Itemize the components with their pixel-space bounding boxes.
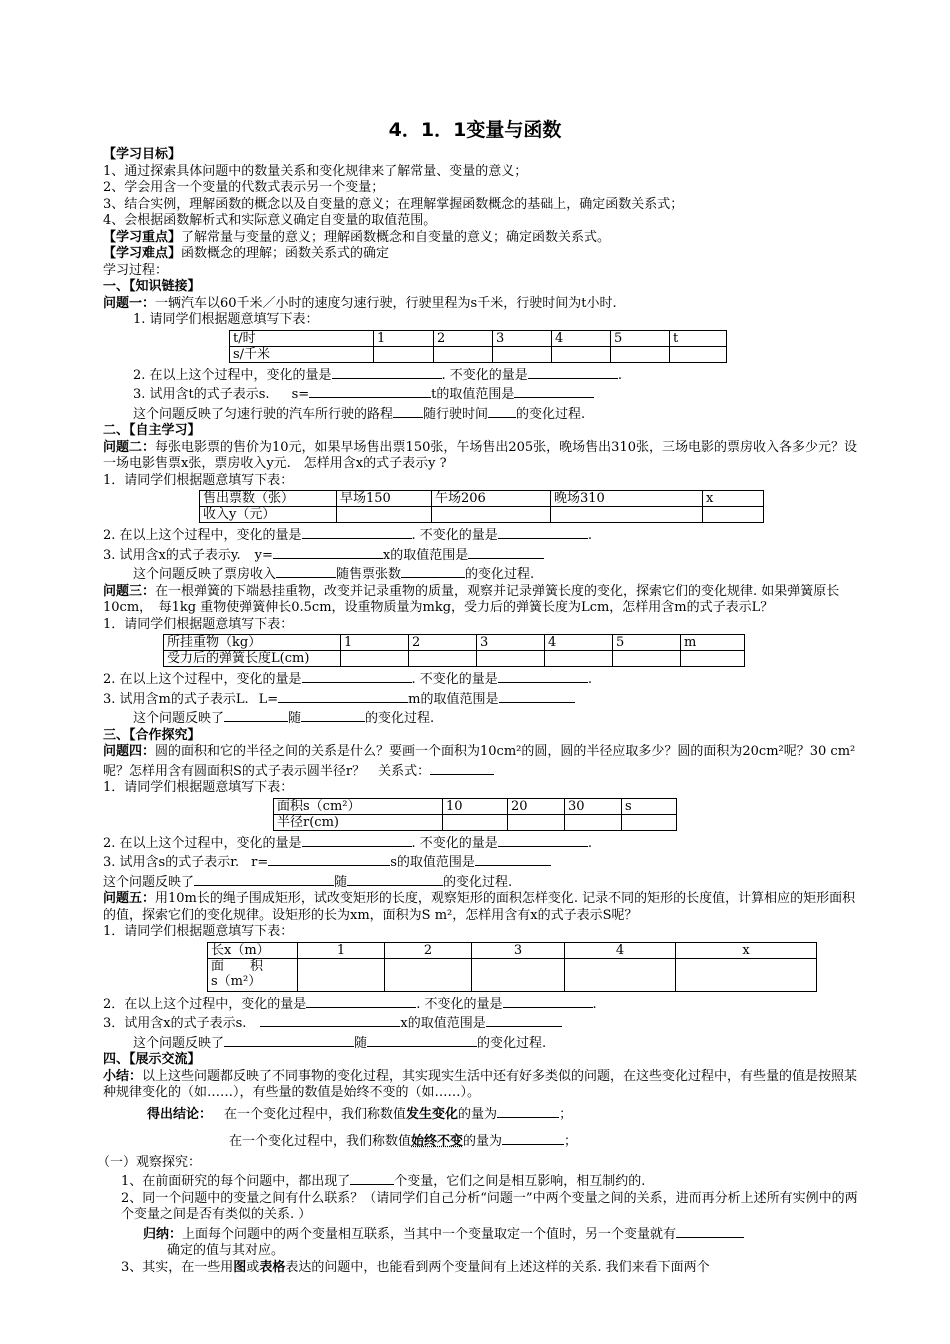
table-cell[interactable] (551, 507, 703, 523)
table-cell[interactable] (613, 651, 681, 667)
step-text: . 不变化的量是 (411, 528, 498, 543)
goal-item: 2、学会用含一个变量的代数式表示另一个变量； (103, 180, 385, 195)
step-text: 确定的值与其对应。 (167, 1243, 285, 1258)
table-cell[interactable] (703, 507, 764, 523)
step-text: 随 (354, 1035, 368, 1051)
table-cell[interactable] (477, 651, 545, 667)
conclusion-label: 得出结论： (147, 1106, 213, 1122)
step-text: . (587, 672, 592, 687)
question-text: 用10m长的绳子围成矩形，试改变矩形的长度，观察矩形的面积怎样变化. 记录不同的矩形的长度值，计算相应的矩形面积的值，探索它们的变化规律。设矩形的长为xm，面积为S m²，怎样用含有x的式子表示S呢？ (103, 891, 856, 923)
step-text: x的取值范围是 (382, 547, 469, 563)
question-text: 圆的面积和它的半径之间的关系是什么？要画一个面积为10cm²的圆，圆的半径应取多少？圆的面积为20cm²呢？30 cm²呢？怎样用含有圆面积S的式子表示圆半径r？ 关系式： (103, 744, 856, 779)
step-text: 的量为 (463, 1134, 503, 1149)
step-text: s= (291, 387, 310, 402)
step-text: 或 (246, 1259, 260, 1275)
table-cell[interactable] (337, 507, 432, 523)
answer-blank[interactable] (430, 761, 494, 775)
answer-blank[interactable] (306, 994, 416, 1008)
step-text: 表达的问题中，也能看到两个变量间有上述这样的关系. 我们来看下面两个 (285, 1259, 710, 1275)
summary-text: 以上这些问题都反映了不同事物的变化过程，其实现实生活中还有好多类似的问题，在这些变化过程中，有些量的值是按照某种规律变化的（如……），有些量的数值是始终不变的（如……）。 (103, 1068, 858, 1100)
step-text: 随行驶时间 (423, 406, 489, 422)
emphasis-text: 发生变化 (406, 1106, 459, 1122)
section-heading: 一、【知识链接】 (103, 279, 201, 294)
table-cell: 晚场310 (551, 491, 703, 507)
row-label: s（m²） (211, 973, 262, 989)
table-cell: 3 (472, 942, 565, 958)
q3-step-3 (103, 689, 868, 709)
induction-label: 归纳： (143, 1226, 183, 1242)
question-label: 问题三： (103, 583, 156, 599)
table-cell[interactable] (611, 346, 670, 362)
explore-point-1 (103, 1171, 868, 1191)
table-cell[interactable] (622, 814, 677, 830)
step-text: . (587, 835, 592, 851)
table-cell (208, 958, 298, 991)
question-text: 每张电影票的售价为10元，如果早场售出票150张，午场售出205张，晚场售出310张，三场电影的票房收入各多少元？设一场电影售票x张，票房收入y元. 怎样用含x的式子表示y ? (103, 439, 857, 471)
table-cell: 午场206 (432, 491, 551, 507)
table-cell: x (703, 491, 764, 507)
table-cell[interactable] (565, 814, 622, 830)
answer-blank[interactable] (498, 833, 588, 847)
step-text: 在一个变化过程中，我们称数值 (224, 1106, 407, 1122)
step-text: 的变化过程. (516, 406, 586, 422)
question-label: 问题五： (103, 891, 156, 906)
question-label: 问题一： (103, 295, 156, 311)
answer-blank[interactable] (350, 1171, 394, 1185)
table-cell[interactable] (545, 651, 613, 667)
step-text: . (592, 996, 597, 1012)
question-4 (103, 744, 868, 780)
table-cell[interactable] (298, 958, 385, 991)
answer-blank[interactable] (475, 852, 551, 866)
q1-step-3 (103, 384, 868, 404)
key-points (103, 230, 868, 247)
q5-step-2 (103, 994, 868, 1014)
table-cell: 受力后的弹簧长度L(cm) (164, 651, 341, 667)
difficulty (103, 246, 868, 263)
step-text: 随售票张数 (336, 567, 402, 582)
q2-table (199, 490, 764, 523)
table-cell: s (622, 798, 677, 814)
key-points-label: 【学习重点】 (103, 229, 182, 245)
table-cell: 早场150 (337, 491, 432, 507)
table-cell[interactable] (676, 958, 817, 991)
q5-step-3 (103, 1013, 868, 1033)
section-heading: 四、【展示交流】 (103, 1052, 201, 1067)
q2-step-2 (103, 525, 868, 545)
step-text: 1、在前面研究的每个问题中，都出现了 (121, 1174, 351, 1189)
answer-blank[interactable] (276, 564, 336, 578)
question-label: 问题四： (103, 744, 156, 759)
answer-blank[interactable] (302, 833, 412, 847)
step-text: 在一个变化过程中，我们称数值 (229, 1134, 412, 1149)
question-5 (103, 891, 868, 924)
answer-blank[interactable] (401, 564, 465, 578)
step-text: x的取值范围是 (400, 1016, 486, 1031)
table-cell: 4 (552, 330, 611, 346)
table-cell: 1 (341, 635, 409, 651)
table-cell: 4 (545, 635, 613, 651)
table-cell: 2 (385, 942, 472, 958)
step-text: y= (254, 547, 273, 563)
step-text: 3、其实，在一些用 (121, 1259, 234, 1275)
summary (103, 1069, 868, 1102)
document-body (97, 147, 868, 1276)
table-cell[interactable] (432, 507, 551, 523)
table-cell[interactable] (434, 346, 493, 362)
table-cell: 1 (298, 942, 385, 958)
step-text: 3. 试用含t的式子表示s. (133, 387, 270, 402)
step-text: . 不变化的量是 (411, 835, 498, 851)
table-cell: 长x（m） (208, 942, 298, 958)
question-text: 一辆汽车以60千米／小时的速度匀速行驶，行驶里程为s千米，行驶时间为t小时. (155, 295, 617, 311)
table-cell[interactable] (443, 814, 508, 830)
emphasis-text: 图 (233, 1259, 247, 1275)
q2-step-3 (103, 545, 868, 565)
table-cell[interactable] (552, 346, 611, 362)
q4-step-1: 1．请同学们根据题意填写下表： (103, 780, 294, 795)
answer-blank[interactable] (278, 689, 408, 703)
q5-reflection (103, 1033, 868, 1053)
table-cell[interactable] (670, 346, 727, 362)
section-heading: 二、【自主学习】 (103, 423, 201, 438)
step-text: L= (258, 691, 279, 707)
difficulty-label: 【学习难点】 (103, 246, 182, 261)
q4-table (273, 798, 677, 831)
step-text: t的取值范围是 (431, 387, 515, 402)
q2-reflection (103, 564, 868, 584)
emphasis-text: 始终不变 (411, 1134, 464, 1149)
step-text: 随 (288, 711, 302, 726)
step-text: . (617, 367, 622, 383)
table-cell: 收入y（元） (200, 507, 337, 523)
step-text: 的变化过程. (443, 874, 513, 890)
step-text: ； (559, 1106, 573, 1122)
answer-blank[interactable] (332, 365, 442, 379)
explore-heading: （一）观察探究： (97, 1154, 202, 1170)
q4-step-2 (103, 833, 868, 853)
step-text: 的量为 (458, 1106, 498, 1122)
answer-blank[interactable] (497, 1104, 559, 1118)
question-text: 在一根弹簧的下端悬挂重物，改变并记录重物的质量，观察并记录弹簧长度的变化，探索它们的变化规律. 如果弹簧原长10cm， 每1kg 重物使弹簧伸长0.5cm，设重物质量为mkg，受力后的弹簧长度为Lcm，怎样用含m的式子表示L？ (103, 583, 840, 615)
difficulty-text: 函数概念的理解；函数关系式的确定 (181, 246, 390, 261)
step-text: 个变量，它们之间是相互影响，相互制约的. (394, 1174, 646, 1189)
emphasis-text: 表格 (259, 1259, 286, 1275)
table-cell: s/千米 (230, 346, 374, 362)
step-text: . 不变化的量是 (441, 367, 528, 383)
table-cell: 售出票数（张） (200, 491, 337, 507)
q3-step-2 (103, 669, 868, 689)
step-text: . 不变化的量是 (411, 672, 498, 687)
goal-item: 4、会根据函数解析式和实际意义确定自变量的取值范围。 (103, 213, 437, 228)
q5-table (207, 942, 817, 992)
step-text: 这个问题反映了 (103, 874, 195, 890)
answer-blank[interactable] (393, 404, 423, 418)
step-text: . (587, 528, 592, 543)
step-text: s的取值范围是 (390, 855, 475, 870)
row-label: 面 积 (211, 958, 264, 974)
table-cell: 10 (443, 798, 508, 814)
answer-blank[interactable] (273, 545, 383, 559)
table-cell[interactable] (385, 958, 472, 991)
table-cell[interactable] (341, 651, 409, 667)
step-text: 的变化过程. (477, 1035, 547, 1051)
answer-blank[interactable] (486, 1013, 562, 1027)
answer-blank[interactable] (224, 1033, 354, 1047)
table-cell: 2 (409, 635, 477, 651)
answer-blank[interactable] (499, 689, 575, 703)
step-text: ； (564, 1134, 578, 1149)
table-cell[interactable] (493, 346, 552, 362)
goal-item: 3、结合实例，理解函数的概念以及自变量的意义；在理解掌握函数概念的基础上，确定函数关系式； (103, 196, 684, 212)
table-cell: x (676, 942, 817, 958)
step-text: 2. 在以上这个过程中，变化的量是 (133, 367, 332, 383)
process-label: 学习过程： (103, 262, 169, 278)
goal-item: 1、通过探索具体问题中的数量关系和变化规律来了解常量、变量的意义； (103, 163, 528, 179)
table-cell[interactable] (374, 346, 434, 362)
answer-blank[interactable] (498, 669, 588, 683)
table-cell: 30 (565, 798, 622, 814)
explore-point-3 (103, 1260, 868, 1277)
conclusion-2 (103, 1131, 868, 1151)
q1-step-2 (103, 365, 868, 385)
answer-blank[interactable] (194, 872, 334, 886)
conclusion-1 (103, 1104, 868, 1124)
answer-blank[interactable] (347, 872, 443, 886)
q1-reflection (103, 404, 868, 424)
answer-blank[interactable] (502, 1131, 564, 1145)
question-label: 问题二： (103, 439, 156, 455)
answer-blank[interactable] (514, 384, 594, 398)
q3-table (163, 634, 745, 667)
table-cell: 4 (565, 942, 676, 958)
answer-blank[interactable] (503, 994, 593, 1008)
answer-blank[interactable] (260, 1013, 400, 1027)
answer-blank[interactable] (268, 852, 390, 866)
answer-blank[interactable] (498, 525, 588, 539)
question-2 (103, 440, 868, 473)
step-text: 这个问题反映了 (133, 711, 225, 726)
step-text: 3. 试用含x的式子表示y. (103, 547, 241, 563)
section-heading: 三、【合作探究】 (103, 727, 201, 743)
q5-step-1: 1．请同学们根据题意填写下表： (103, 924, 294, 939)
answer-blank[interactable] (302, 525, 412, 539)
answer-blank[interactable] (528, 365, 618, 379)
q4-step-3 (103, 852, 868, 872)
answer-blank[interactable] (367, 1033, 477, 1047)
step-text: 2. 在以上这个过程中，变化的量是 (103, 528, 302, 543)
table-cell: t/时 (230, 330, 374, 346)
question-3 (103, 584, 868, 617)
answer-blank[interactable] (468, 545, 544, 559)
step-text: 这个问题反映了匀速行驶的汽车所行驶的路程 (133, 406, 394, 422)
step-text: 3. 试用含m的式子表示L. (103, 691, 249, 707)
step-text: 3．试用含x的式子表示s. (103, 1016, 247, 1031)
table-cell[interactable] (409, 651, 477, 667)
table-cell[interactable] (565, 958, 676, 991)
q2-step-1: 1．请同学们根据题意填写下表： (103, 472, 294, 488)
answer-blank[interactable] (676, 1224, 744, 1238)
table-cell: 5 (613, 635, 681, 651)
table-cell: 3 (477, 635, 545, 651)
answer-blank[interactable] (302, 669, 412, 683)
step-text: . 不变化的量是 (416, 996, 503, 1012)
step-text: m的取值范围是 (408, 691, 499, 707)
page-title: 4．1．1变量与函数 (388, 119, 562, 141)
step-text: 2．在以上这个过程中，变化的量是 (103, 996, 307, 1012)
question-1 (103, 296, 868, 313)
table-cell[interactable] (472, 958, 565, 991)
induction (103, 1224, 868, 1260)
table-cell: m (681, 635, 745, 651)
table-cell[interactable] (508, 814, 565, 830)
q4-reflection (103, 872, 868, 892)
key-points-text: 了解常量与变量的意义；理解函数概念和自变量的意义；确定函数关系式。 (181, 229, 611, 245)
summary-label: 小结： (103, 1068, 143, 1084)
step-text: 3. 试用含s的式子表示r. (103, 855, 240, 870)
step-text: 2. 在以上这个过程中，变化的量是 (103, 672, 302, 687)
step-text: 上面每个问题中的两个变量相互联系，当其中一个变量取定一个值时，另一个变量就有 (182, 1226, 677, 1242)
table-cell: 所挂重物（kg） (164, 635, 341, 651)
answer-blank[interactable] (488, 404, 516, 418)
table-cell[interactable] (681, 651, 745, 667)
table-cell: t (670, 330, 727, 346)
answer-blank[interactable] (309, 384, 431, 398)
q1-step-1: 1. 请同学们根据题意填写下表： (133, 312, 319, 327)
step-text: 这个问题反映了票房收入 (133, 567, 277, 582)
answer-blank[interactable] (301, 708, 365, 722)
step-text: r= (251, 855, 269, 870)
table-cell: 半径r(cm) (274, 814, 443, 830)
step-text: 的变化过程. (465, 567, 535, 582)
goals-heading: 【学习目标】 (103, 147, 182, 162)
table-cell: 3 (493, 330, 552, 346)
table-cell: 2 (434, 330, 493, 346)
explore-point-2: 2、同一个问题中的变量之间有什么联系？（请同学们自己分析“问题一”中两个变量之间的关系，进而再分析上述所有实例中的两个变量之间是否有类似的关系. ） (121, 1190, 858, 1222)
q1-table (229, 330, 727, 363)
q3-step-1: 1．请同学们根据题意填写下表： (103, 616, 294, 632)
table-cell: 面积s（cm²） (274, 798, 443, 814)
table-cell: 5 (611, 330, 670, 346)
step-text: 这个问题反映了 (133, 1035, 225, 1051)
step-text: 随 (334, 874, 348, 890)
answer-blank[interactable] (224, 708, 288, 722)
table-cell: 1 (374, 330, 434, 346)
step-text: 的变化过程. (365, 711, 435, 726)
table-cell: 20 (508, 798, 565, 814)
q3-reflection (103, 708, 868, 728)
step-text: 2. 在以上这个过程中，变化的量是 (103, 835, 302, 851)
